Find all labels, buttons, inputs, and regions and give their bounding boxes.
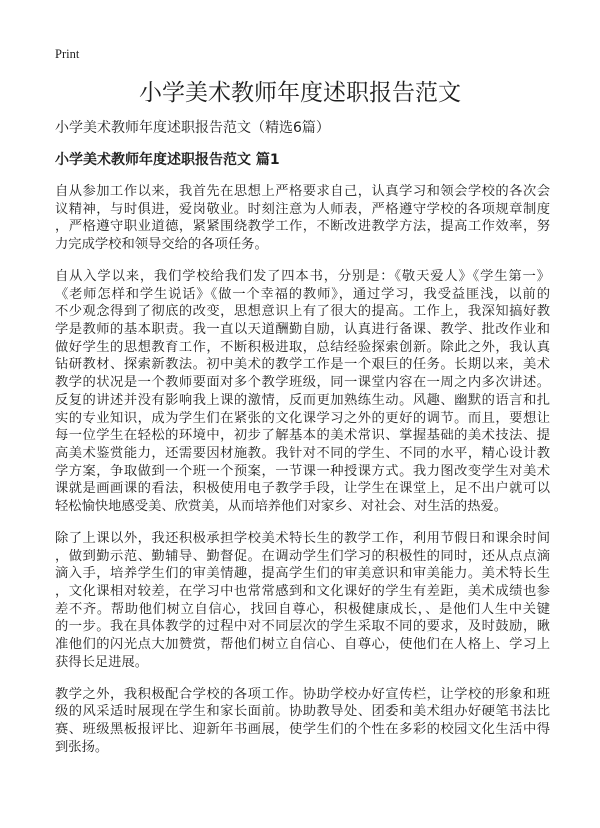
paragraph-line: 轻松愉快地感受美、欣赏美，从而培养他们对家乡、对社会、对生活的热爱。	[55, 498, 508, 514]
paragraph-line: ，做到勤示范、勤辅导、勤督促。在调动学生们学习的积极性的同时，还从点点滴	[55, 548, 550, 564]
paragraph-line: 自从入学以来，我们学校给我们发了四本书，分别是：《敬天爱人》《学生第一》	[55, 269, 550, 285]
paragraph-line: 到张扬。	[55, 739, 109, 755]
paragraph-line: 教学之外，我积极配合学校的各项工作。协助学校办好宣传栏，让学校的形象和班	[55, 686, 550, 702]
paragraph	[55, 268, 550, 516]
paragraph	[55, 183, 550, 254]
paragraph-line: 的一步。我在具体教学的过程中对不同层次的学生采取不同的要求，及时鼓励，瞅	[55, 619, 550, 635]
document-subtitle: 小学美术教师年度述职报告范文（精选6篇）	[55, 120, 330, 136]
paragraph-line: 准他们的闪光点大加赞赏，帮他们树立自信心、自尊心，使他们在人格上、学习上	[55, 637, 550, 653]
paragraph-line: 反复的讲述并没有影响我上课的激情，反而更加熟练生动。风趣、幽默的语言和扎	[55, 392, 550, 408]
paragraph	[55, 530, 550, 672]
paragraph-line: 自从参加工作以来，我首先在思想上严格要求自己，认真学习和领会学校的各次会	[55, 184, 550, 199]
paragraph-line: 课就是画画课的看法，积极使用电子教学手段，让学生在课堂上，足不出户就可以	[55, 481, 550, 497]
paragraph-line: ，文化课相对较差，在学习中也常常感到和文化课好的学生有差距，美术成绩也参	[55, 584, 550, 600]
paragraph-line: 实的专业知识，成为学生们在紧张的文化课学习之外的更好的调节。而且，要想让	[55, 410, 550, 426]
print-link[interactable]: Print	[55, 47, 80, 61]
paragraph-line: 议精神，与时俱进，爱岗敬业。时刻注意为人师表，严格遵守学校的各项规章制度	[55, 201, 550, 217]
paragraph-line: 钻研教材、探索新教法。初中美术的教学工作是一个艰巨的任务。长期以来，美术	[55, 357, 550, 373]
paragraph-line: 除了上课以外，我还积极承担学校美术特长生的教学工作，利用节假日和课余时间	[55, 530, 550, 546]
paragraph-line: 学方案，争取做到一个班一个预案，一节课一种授课方式。我力图改变学生对美术	[55, 463, 550, 479]
paragraph-line: ，严格遵守职业道德，紧紧围绕教学工作，不断改进教学方法，提高工作效率，努	[55, 219, 550, 235]
paragraph-line: 差不齐。帮助他们树立自信心，找回自尊心，积极健康成长，、是他们人生中关键	[55, 601, 550, 617]
paragraph-line: 级的风采适时展现在学生和家长面前。协助教导处、团委和美术组办好硬笔书法比	[55, 704, 550, 720]
page-title: 小学美术教师年度述职报告范文	[139, 80, 461, 106]
paragraph-line: 获得长足进展。	[55, 654, 149, 670]
paragraph-line: 力完成学校和领导交给的各项任务。	[55, 237, 268, 253]
paragraph-line: 不少观念得到了彻底的改变，思想意识上有了很大的提高。工作上，我深知搞好教	[55, 304, 550, 320]
paragraph-line: 赛、班级黑板报评比、迎新年书画展，使学生们的个性在多彩的校园文化生活中得	[55, 722, 550, 738]
paragraph-line: 教学的状况是一个教师要面对多个教学班级，同一课堂内容在一周之内多次讲述。	[55, 375, 550, 391]
paragraph-line: 《老师怎样和学生说话》《做一个幸福的教师》，通过学习，我受益匪浅，以前的	[55, 286, 550, 302]
paragraph-line: 每一位学生在轻松的环境中，初步了解基本的美术常识、掌握基础的美术技法、提	[55, 428, 550, 444]
paragraph	[55, 686, 550, 757]
paragraph-line: 学是教师的基本职责。我一直以天道酬勤自励，认真进行备课、教学、批改作业和	[55, 322, 550, 338]
document-body	[55, 183, 550, 771]
paragraph-line: 高美术鉴赏能力，还需要因材施教。我针对不同的学生、不同的水平，精心设计教	[55, 445, 550, 461]
section-heading: 小学美术教师年度述职报告范文 篇1	[55, 152, 280, 168]
paragraph-line: 滴入手，培养学生们的审美情趣，提高学生们的审美意识和审美能力。美术特长生	[55, 566, 550, 582]
paragraph-line: 做好学生的思想教育工作，不断积极进取，总结经验探索创新。除此之外，我认真	[55, 339, 550, 355]
